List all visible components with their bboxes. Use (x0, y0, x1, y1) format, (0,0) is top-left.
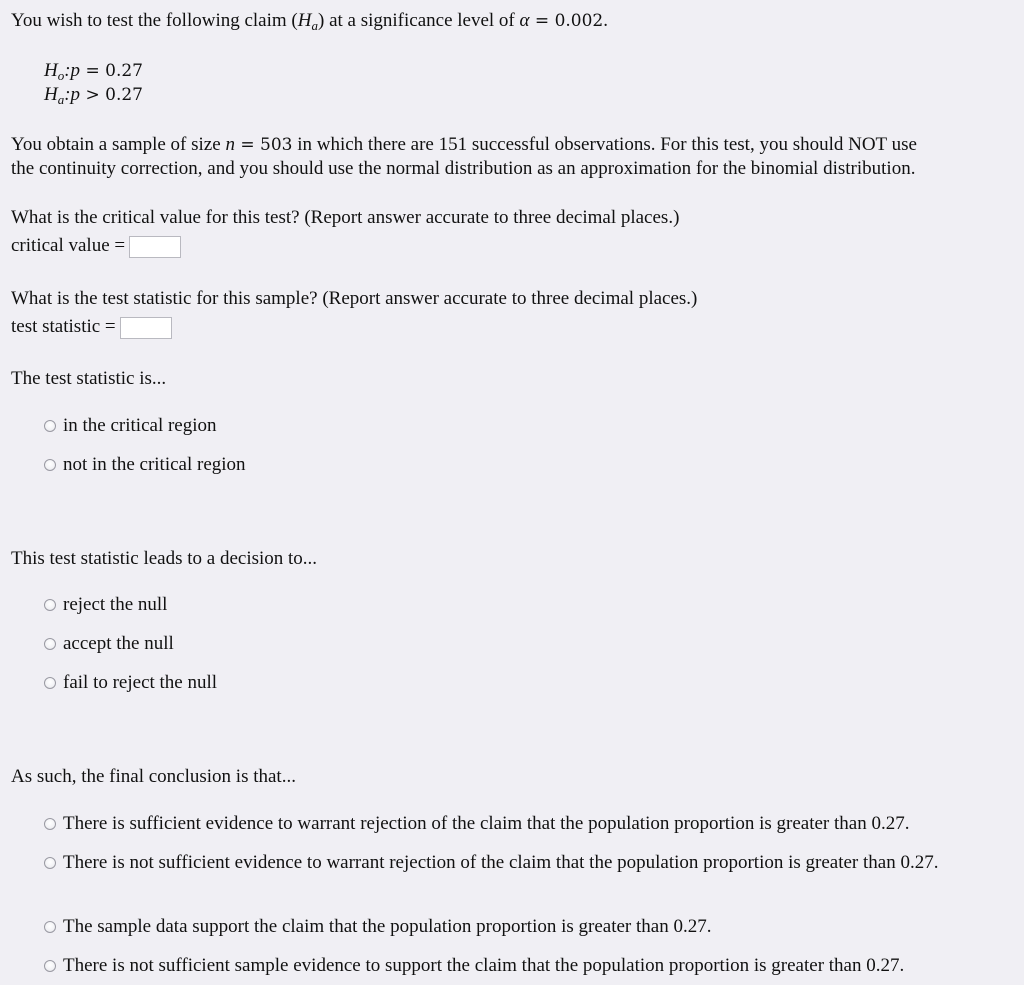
radio-button[interactable] (44, 857, 56, 869)
conclusion-question: As such, the final conclusion is that... (11, 766, 296, 787)
radio-button[interactable] (44, 677, 56, 689)
decision-question: This test statistic leads to a decision to... (11, 548, 318, 569)
test-statistic-row (11, 316, 172, 339)
alpha-value: 0.002 (554, 11, 604, 31)
test-statistic-label: test statistic = (11, 316, 116, 337)
critical-value-label: critical value = (11, 235, 126, 256)
radio-button[interactable] (44, 818, 56, 830)
radio-button[interactable] (44, 960, 56, 972)
null-hypothesis: $H_o:p = 0.27$ (44, 60, 143, 83)
ha-symbol: H (297, 10, 312, 31)
test-statistic-input[interactable] (120, 317, 172, 339)
critical-value-question: What is the critical value for this test? (Report answer accurate to three decimal places.) (11, 207, 680, 228)
region-option-in[interactable]: in the critical region (44, 414, 217, 438)
radio-button[interactable] (44, 921, 56, 933)
radio-button[interactable] (44, 459, 56, 471)
alternative-hypothesis: $H_a:p > 0.27$ (44, 84, 143, 107)
conclusion-option-1[interactable]: There is sufficient evidence to warrant rejection of the claim that the population proportion is greater than 0.27. (44, 812, 1004, 836)
intro-text: You wish to test the following claim $(H_a)$ at a significance level of α = 0.002. (11, 10, 608, 33)
conclusion-option-4[interactable]: There is not sufficient sample evidence to support the claim that the population proportion is greater than 0.27. (44, 954, 1019, 978)
test-statistic-question: What is the test statistic for this sample? (Report answer accurate to three decimal places.) (11, 288, 698, 309)
critical-value-row (11, 235, 181, 258)
decision-option-fail-to-reject[interactable]: fail to reject the null (44, 671, 217, 695)
critical-value-input[interactable] (129, 236, 181, 258)
conclusion-option-3[interactable]: The sample data support the claim that the population proportion is greater than 0.27. (44, 915, 1004, 939)
sample-description-line1: You obtain a sample of size n = 503 in which there are 151 successful observations. For this test, you should NOT use (11, 134, 917, 155)
sample-description-line2: the continuity correction, and you should use the normal distribution as an approximation for the binomial distribution. (11, 158, 916, 179)
region-question: The test statistic is... (11, 368, 167, 389)
radio-button[interactable] (44, 420, 56, 432)
decision-option-reject[interactable]: reject the null (44, 593, 167, 617)
radio-button[interactable] (44, 638, 56, 650)
radio-button[interactable] (44, 599, 56, 611)
region-option-not-in[interactable]: not in the critical region (44, 453, 246, 477)
decision-option-accept[interactable]: accept the null (44, 632, 174, 656)
alpha-symbol: α (519, 10, 530, 31)
conclusion-option-2[interactable]: There is not sufficient evidence to warrant rejection of the claim that the population proportion is greater than 0.27. (44, 851, 989, 875)
